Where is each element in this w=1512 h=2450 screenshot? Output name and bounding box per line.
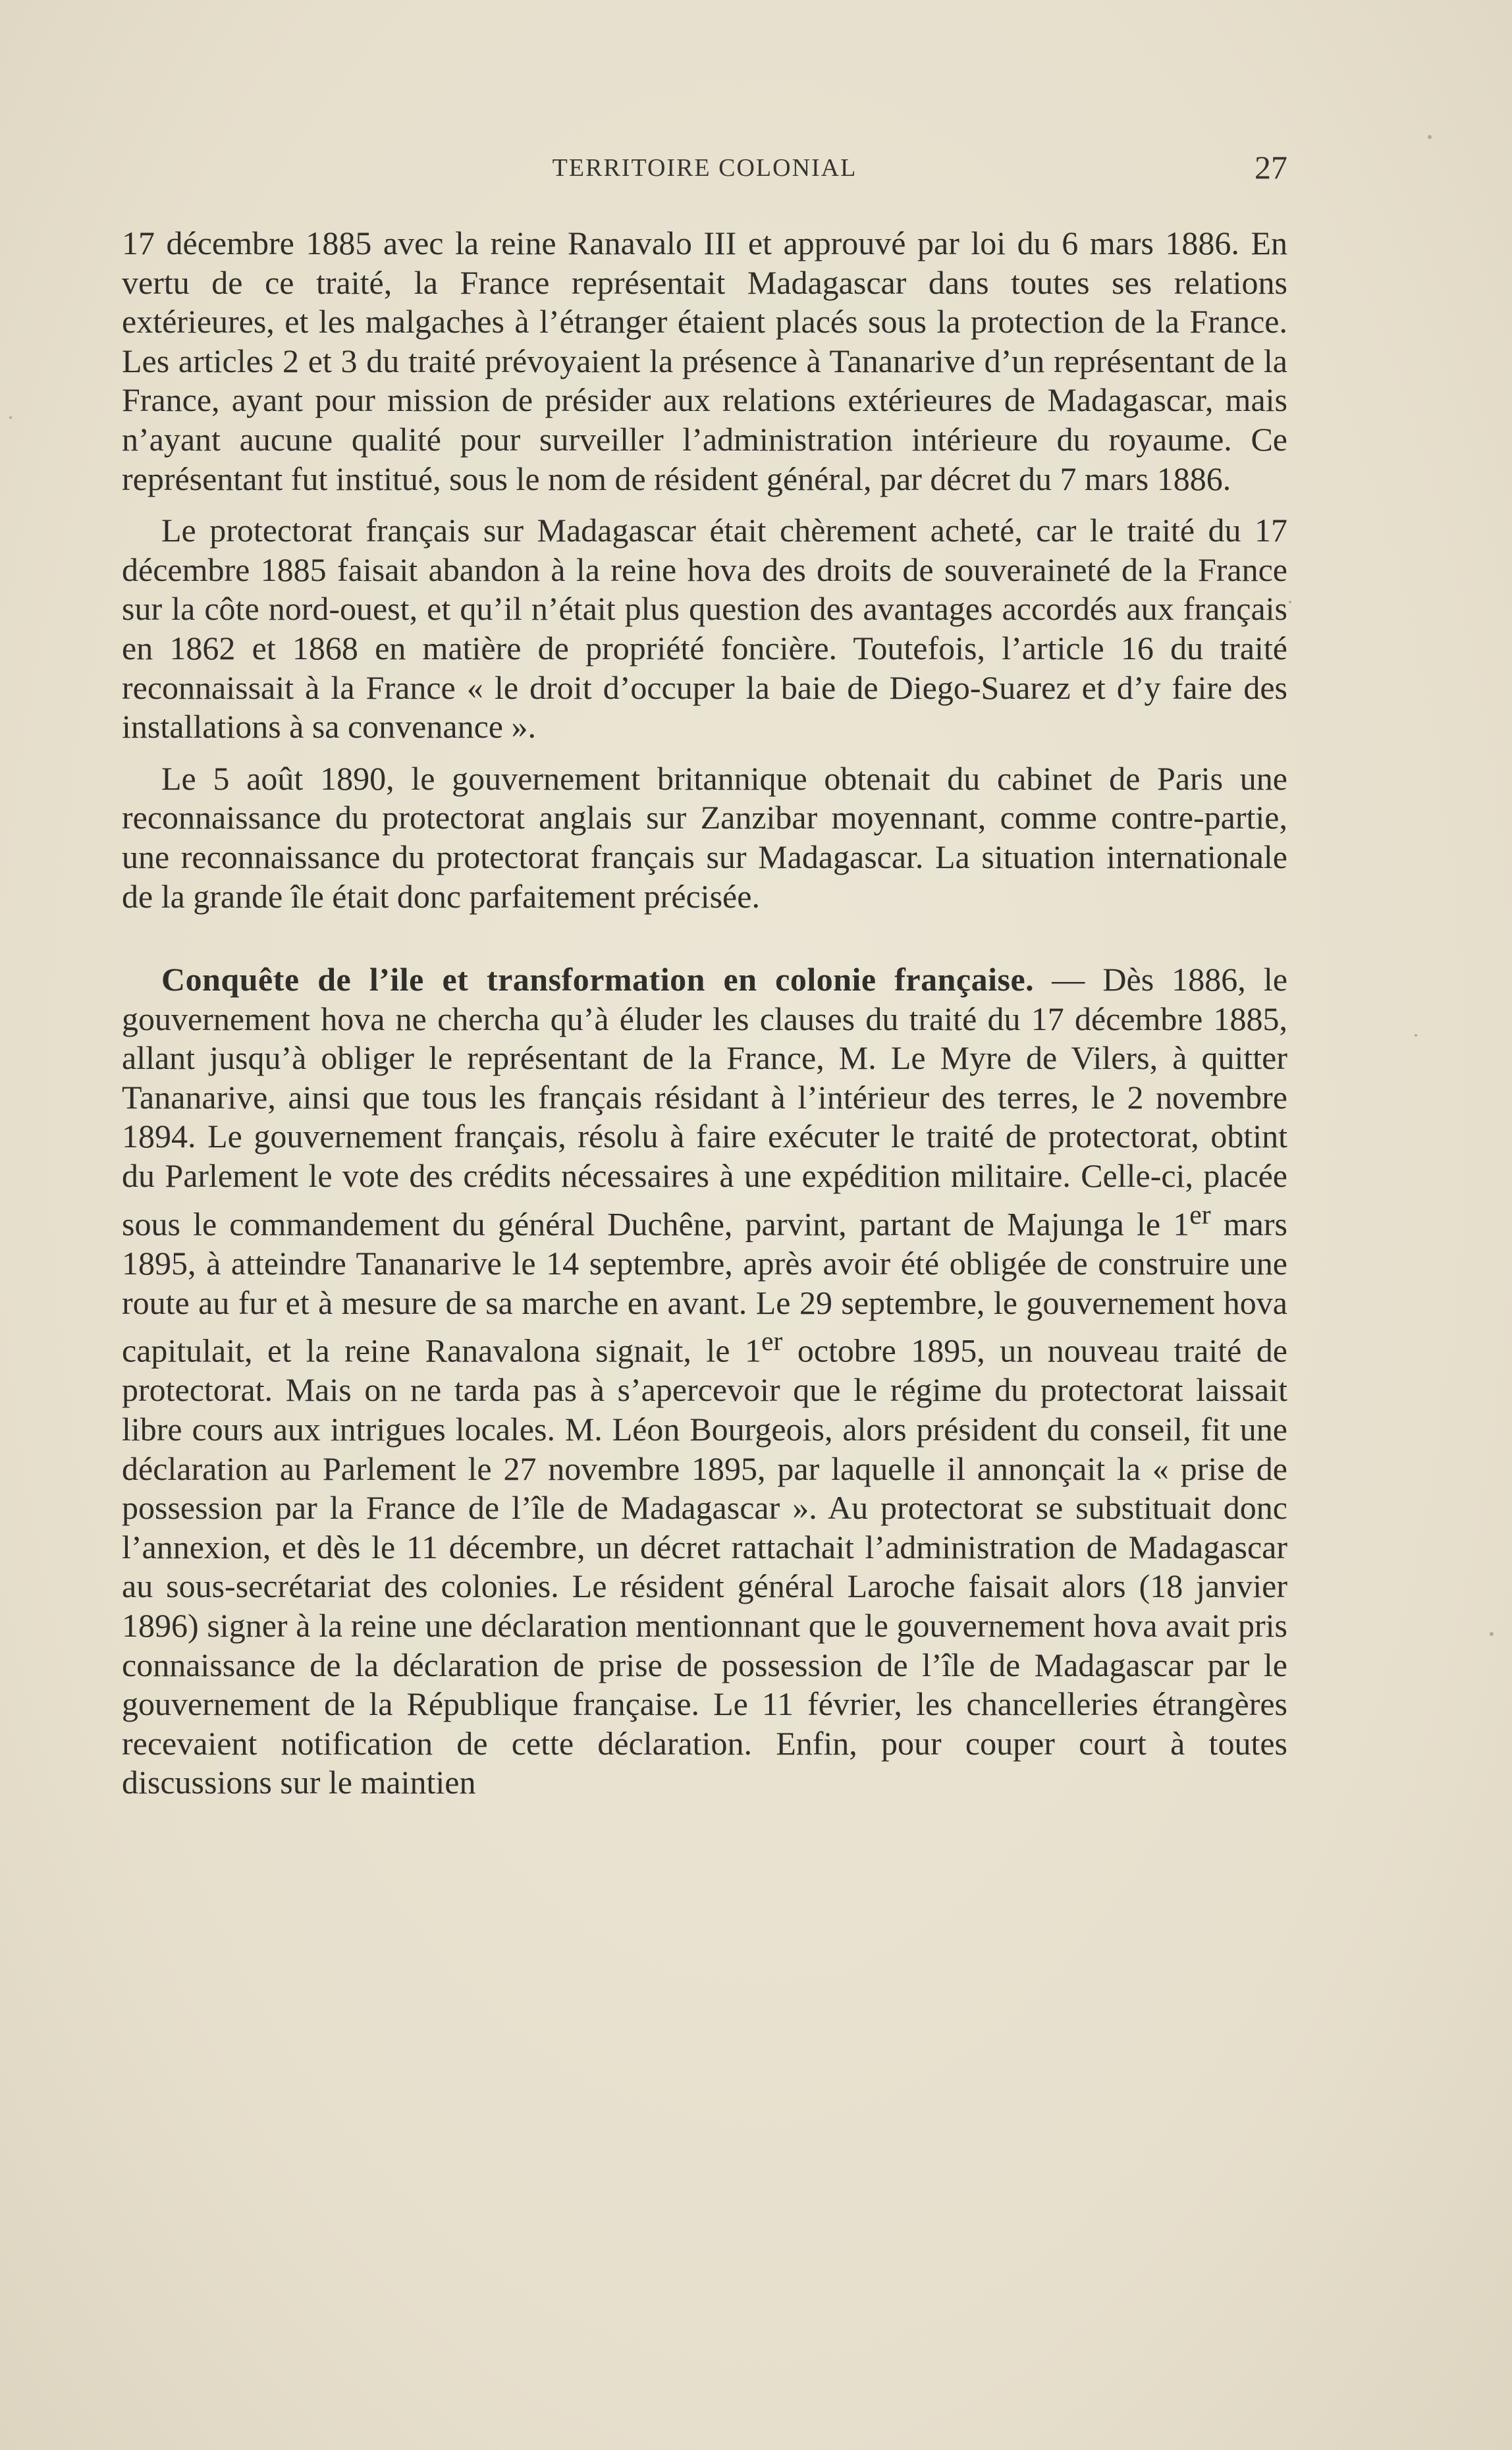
section-heading: Conquête de l’ile et transformation en colonie française. xyxy=(161,961,1035,998)
page-header xyxy=(122,148,1287,194)
paragraph-continuation: 17 décembre 1885 avec la reine Ranavalo III et approuvé par loi du 6 mars 1886. En vertu de ce traité, la France représentait Madagascar dans toutes ses relations extérieures, et les malgaches à l’étranger étaient placés sous la protection de la France. Les articles 2 et 3 du traité prévoyaient la présence à Tananarive d’un représentant de la France, ayant pour mission de présider aux relations extérieures de Madagascar, mais n’ayant aucune qualité pour surveiller l’administration intérieure du royaume. Ce représentant fut institué, sous le nom de résident général, par décret du 7 mars 1886. xyxy=(122,225,1287,497)
ordinal-superscript: er xyxy=(1189,1199,1211,1230)
running-title: TERRITOIRE COLONIAL xyxy=(552,154,857,182)
body-text xyxy=(122,224,1287,1803)
section-paragraph xyxy=(122,960,1287,1803)
paper-speck xyxy=(1490,1632,1494,1636)
paragraph-protectorat: Le protectorat français sur Madagascar était chèrement acheté, car le traité du 17 décembre 1885 faisait abandon à la reine hova des droits de souveraineté de la France sur la côte nord-ouest, et qu’il n’était plus question des avantages accordés aux français en 1862 et 1868 en matière de propriété foncière. Toutefois, l’article 16 du traité reconnaissait à la France « le droit d’occuper la baie de Diego-Suarez et d’y faire des installations à sa convenance ». xyxy=(122,512,1287,746)
ordinal-superscript: er xyxy=(761,1326,783,1357)
paper-speck xyxy=(1428,135,1432,139)
paper-speck xyxy=(1289,601,1291,603)
section-text-part-1: — Dès 1886, le gouvernement hova ne chercha qu’à éluder les clauses du traité du 17 décembre 1885, allant jusqu’à obliger le représentant de la France, M. Le Myre de Vilers, à quitter Tananarive, ainsi que tous les français résidant à l’intérieur des terres, le 2 novembre 1894. Le gouvernement français, résolu à faire exécuter le traité de protectorat, obtint du Parlement le vote des crédits nécessaires à une expédition militaire. Celle-ci, placée sous le commandement du général Duchêne, parvint, partant de Majunga le 1 xyxy=(122,961,1288,1243)
paragraph-zanzibar: Le 5 août 1890, le gouvernement britannique obtenait du cabinet de Paris une reconnaissance du protectorat anglais sur Zanzibar moyennant, comme contre-partie, une reconnaissance du protectorat français sur Madagascar. La situation internationale de la grande île était donc parfaitement précisée. xyxy=(122,759,1287,915)
paper-speck xyxy=(9,416,12,419)
section-text-part-2: mars 1895, à atteindre Tananarive le 14 septembre, après avoir été obligée de construire une route au fur et à mesure de sa marche en avant. Le 29 septembre, le gouvernement hova capitulait, et la reine Ranavalona signait, le 1 xyxy=(122,1205,1287,1369)
paper-speck xyxy=(1415,1034,1417,1037)
page-number: 27 xyxy=(1255,149,1287,186)
section-text-part-3: octobre 1895, un nouveau traité de protectorat. Mais on ne tarda pas à s’apercevoir que le régime du protectorat laissait libre cours aux intrigues locales. M. Léon Bourgeois, alors président du conseil, fit une déclaration au Parlement le 27 novembre 1895, par laquelle il annonçait la « prise de possession par la France de l’île de Madagascar ». Au protectorat se substituait donc l’annexion, et dès le 11 décembre, un décret rattachait l’administration de Madagascar au sous-secrétariat des colonies. Le résident général Laroche faisait alors (18 janvier 1896) signer à la reine une déclaration mentionnant que le gouvernement hova avait pris connaissance de la déclaration de prise de possession de l’île de Madagascar par le gouvernement de la République française. Le 11 février, les chancelleries étrangères recevaient notification de cette déclaration. Enfin, pour couper court à toutes discussions sur le maintien xyxy=(122,1332,1287,1801)
